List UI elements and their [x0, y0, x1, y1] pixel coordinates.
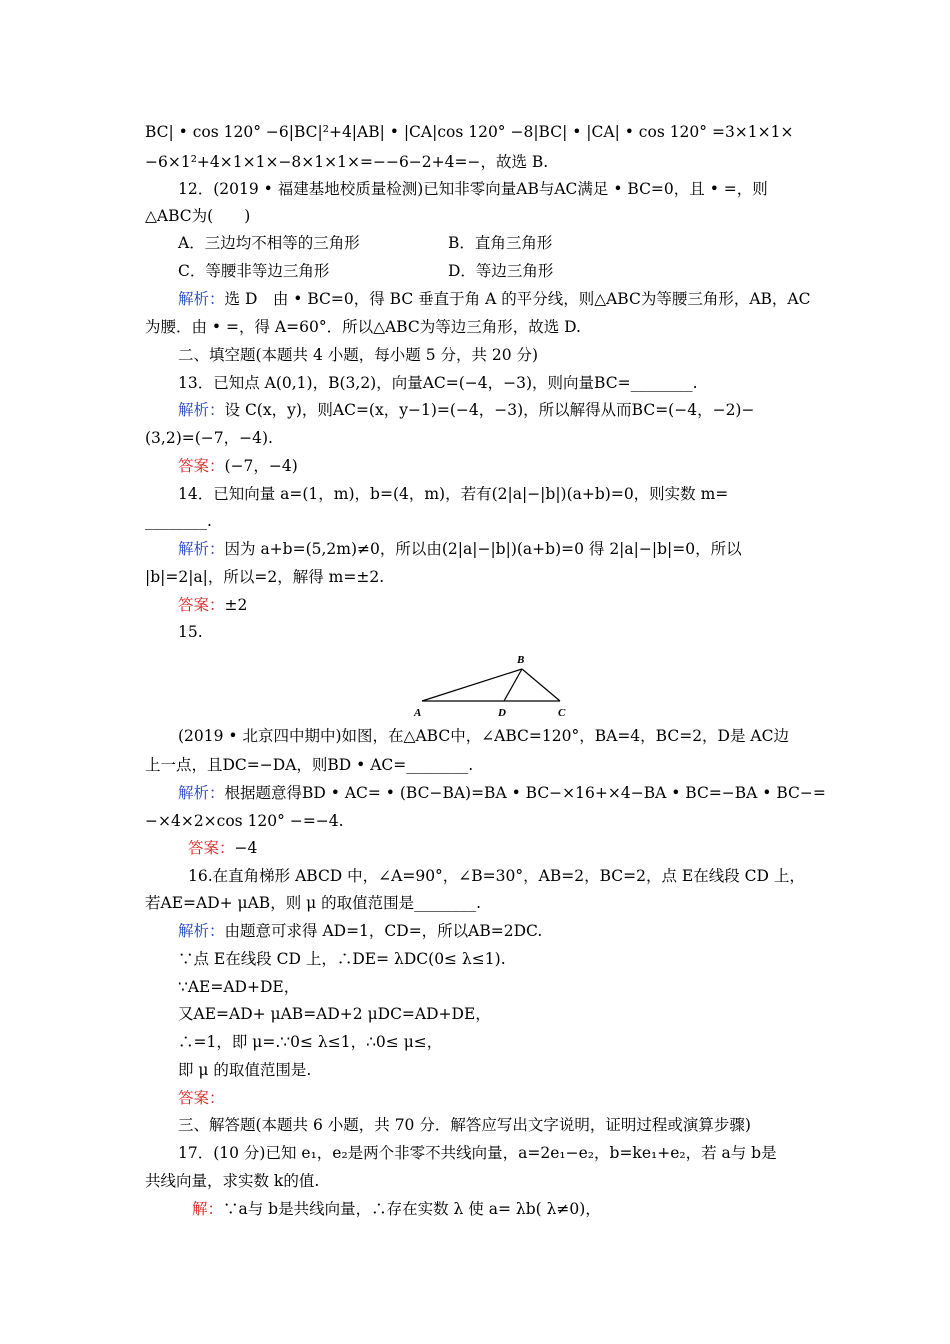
text-line: 13．已知点 A(0,1)，B(3,2)，向量AC=(−4，−3)，则向量BC=________. — [178, 374, 698, 392]
option-a: A．三边均不相等的三角形 — [178, 234, 360, 252]
label-a: A — [414, 707, 422, 719]
text-line: 14．已知向量 a=(1，m)，b=(4，m)，若有(2|a|−|b|)(a+b)=0，则实数 m= — [178, 485, 729, 503]
text-line: (3,2)=(−7，−4). — [145, 429, 273, 447]
analysis-line — [178, 400, 754, 420]
analysis-line — [178, 783, 826, 803]
text-line: −6×1²+4×1×1×−8×1×1×=−−6−2+4=−，故选 B. — [145, 153, 549, 171]
text-line: 又AE=AD+ μAB=AD+2 μDC=AD+DE， — [178, 1005, 491, 1023]
analysis-label: 解析： — [178, 784, 225, 802]
option-d: D．等边三角形 — [448, 262, 554, 280]
text-line: 共线向量，求实数 k的值. — [145, 1172, 320, 1190]
analysis-line — [178, 921, 542, 941]
text-line: 即 μ 的取值范围是. — [178, 1061, 312, 1079]
text-line: ∵点 E在线段 CD 上，∴DE= λDC(0≤ λ≤1). — [178, 950, 506, 968]
analysis-text: 因为 a+b=(5,2m)≠0，所以由(2|a|−|b|)(a+b)=0 得 2|a|−|b|=0，所以 — [224, 540, 742, 558]
answer-label: 答案： — [188, 839, 235, 857]
text-line: 17．(10 分)已知 e₁，e₂是两个非零不共线向量，a=2e₁−e₂，b=ke₁+e₂，若 a与 b是 — [178, 1144, 777, 1162]
triangle-figure — [410, 650, 580, 722]
question-number: 15. — [178, 623, 203, 641]
answer-line — [178, 1088, 225, 1108]
analysis-text: 选 D 由 • BC=0，得 BC 垂直于角 A 的平分线，则△ABC为等腰三角形，AB，AC — [224, 290, 811, 308]
answer-label: 答案： — [178, 457, 225, 475]
analysis-text: 由题意可求得 AD=1，CD=，所以AB=2DC. — [224, 922, 543, 940]
answer-line — [178, 595, 247, 615]
analysis-label: 解析： — [178, 922, 225, 940]
answer-line — [178, 456, 298, 476]
analysis-text: 设 C(x，y)，则AC=(x，y−1)=(−4，−3)，所以解得从而BC=(−4，−2)− — [224, 401, 755, 419]
side-bc — [522, 669, 560, 701]
text-line: ∴=1，即 μ=.∵0≤ λ≤1，∴0≤ μ≤， — [178, 1033, 443, 1051]
analysis-text: 根据题意得BD • AC= • (BC−BA)=BA • BC−×16+×4−BA • BC=−BA • BC−= — [224, 784, 826, 802]
analysis-label: 解析： — [178, 401, 225, 419]
text-line: BC| • cos 120° −6|BC|²+4|AB| • |CA|cos 120° −8|BC| • |CA| • cos 120° =3×1×1× — [145, 123, 794, 141]
answer-text: ±2 — [224, 596, 248, 614]
answer-label: 答案： — [178, 1089, 225, 1107]
text-line: 若AE=AD+ μAB，则 μ 的取值范围是________. — [145, 894, 482, 912]
text-line: −×4×2×cos 120° −=−4. — [145, 812, 344, 830]
answer-text: (−7，−4) — [224, 457, 298, 475]
text-line: 为腰．由 • =，得 A=60°．所以△ABC为等边三角形，故选 D. — [145, 318, 581, 336]
answer-line — [188, 838, 257, 858]
option-c: C．等腰非等边三角形 — [178, 262, 330, 280]
option-b: B．直角三角形 — [448, 234, 553, 252]
analysis-label: 解析： — [178, 540, 225, 558]
text-line: 16.在直角梯形 ABCD 中，∠A=90°，∠B=30°，AB=2，BC=2，点 E在线段 CD 上， — [188, 867, 805, 885]
section-heading: 三、解答题(本题共 6 小题，共 70 分．解答应写出文字说明，证明过程或演算步骤) — [178, 1116, 751, 1134]
label-c: C — [558, 707, 566, 719]
analysis-line — [178, 289, 810, 309]
answer-label: 答案： — [178, 596, 225, 614]
analysis-label: 解析： — [178, 290, 225, 308]
label-b: B — [517, 654, 525, 666]
solution-line — [192, 1199, 601, 1219]
text-line: |b|=2|a|，所以=2，解得 m=±2. — [145, 568, 385, 586]
answer-text: −4 — [234, 839, 258, 857]
analysis-line — [178, 539, 742, 559]
text-line: 12．(2019 • 福建基地校质量检测)已知非零向量AB与AC满足 • BC=0，且 • =，则 — [178, 180, 768, 198]
text-line: ________. — [145, 512, 212, 530]
text-line: (2019 • 北京四中期中)如图，在△ABC中，∠ABC=120°，BA=4，BC=2，D是 AC边 — [178, 727, 789, 745]
solution-label: 解： — [192, 1200, 224, 1218]
solution-text: ∵a与 b是共线向量，∴存在实数 λ 使 a= λb( λ≠0)， — [223, 1200, 601, 1218]
text-line: △ABC为( ) — [145, 207, 251, 225]
text-line: 上一点，且DC=−DA，则BD • AC=________. — [145, 756, 474, 774]
section-heading: 二、填空题(本题共 4 小题，每小题 5 分，共 20 分) — [178, 346, 539, 364]
text-line: ∵AE=AD+DE， — [178, 978, 300, 996]
label-d: D — [498, 707, 506, 719]
